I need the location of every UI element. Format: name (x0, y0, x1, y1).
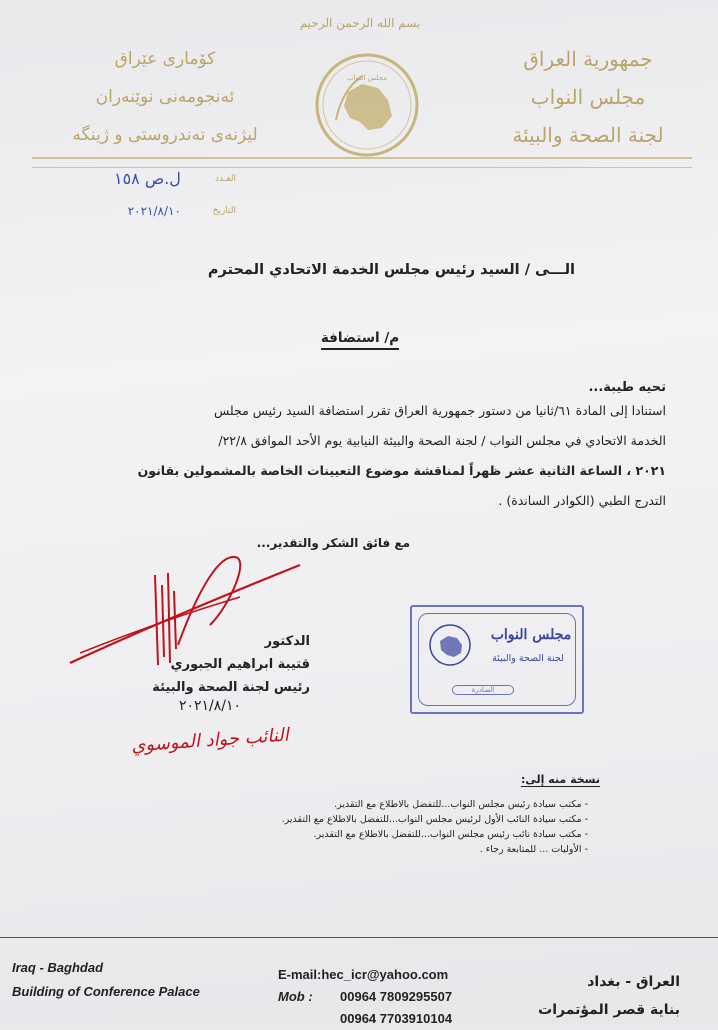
header-kurdish-committee: لیژنەی تەندروستی و ژینگە (72, 125, 258, 145)
stamp-committee: لجنة الصحة والبيئة (492, 653, 564, 664)
signatory-name: قتيبة ابراهيم الجبوري (170, 657, 310, 672)
header-kurdish-country: كۆماری عێراق (114, 49, 216, 69)
footer-city-ar: العراق - بغداد (587, 974, 680, 990)
parliament-emblem-icon (312, 50, 422, 160)
signature-block (100, 630, 310, 699)
footer-contact (278, 964, 452, 1030)
list-item: - مكتب سيادة نائب رئيس مجلس النواب...للتفضل بالاطلاع مع التقدير. (168, 827, 588, 842)
subject-text: م/ استضافة (321, 330, 399, 350)
emblem-caption: مجلس النواب (346, 74, 388, 82)
subject (300, 330, 420, 346)
copies-heading-text: نسخة منه إلى: (521, 773, 600, 786)
footer-building-en: Building of Conference Palace (12, 984, 200, 999)
mobile-label: Mob : (278, 989, 313, 1004)
header-parliament: مجلس النواب (530, 85, 646, 109)
header-arabic (498, 40, 678, 154)
stamp-emblem-icon (428, 623, 472, 667)
body-line: التدرج الطبي (الكوادر الساندة) . (498, 493, 666, 508)
footer-city-en: Iraq - Baghdad (12, 960, 104, 975)
basmala: بسم الله الرحمن الرحيم (299, 16, 421, 30)
letter-body (46, 396, 666, 516)
copies-list (168, 797, 588, 857)
official-stamp (410, 605, 584, 714)
mobile-number-1: 00964 7809295507 (340, 989, 453, 1004)
reference-number-row (36, 168, 236, 188)
header-country: جمهورية العراق (523, 47, 653, 71)
header-kurdish-parliament: ئەنجومەنی نوێنەران (95, 87, 235, 107)
stamp-title: مجلس النواب (490, 627, 572, 643)
signature-date: ٢٠٢١/٨/١٠ (178, 698, 242, 714)
body-line: استنادا إلى المادة ٦١/ثانيا من دستور جمهورية العراق تقرر استضافة السيد رئيس مجلس (213, 403, 666, 418)
reference-number-label: العـدد (215, 173, 236, 184)
email-label: E-mail: (278, 967, 322, 982)
header-divider (32, 157, 692, 168)
greeting: تحيه طيبة... (588, 380, 666, 395)
closing: مع فائق الشكر والتقدير... (256, 536, 410, 550)
header-kurdish (60, 40, 270, 154)
mobile-number-2: 00964 7703910104 (340, 1011, 453, 1026)
footer-address-ar (500, 968, 680, 1024)
footer-divider (0, 937, 718, 938)
signatory-position: رئيس لجنة الصحة والبيئة (152, 680, 310, 695)
list-item: - مكتب سيادة رئيس مجلس النواب...للتفضل بالاطلاع مع التقدير. (168, 797, 588, 812)
reference-number-value: ل.ص ١٥٨ (113, 169, 181, 188)
body-line: الخدمة الاتحادي في مجلس النواب / لجنة الصحة والبيئة النيابية يوم الأحد الموافق ٢٢/٨/ (218, 433, 666, 448)
stamp-outgoing: الصادرة (452, 685, 514, 695)
recipient: الـــى / السيد رئيس مجلس الخدمة الاتحادي المحترم (207, 262, 575, 278)
header-committee: لجنة الصحة والبيئة (512, 123, 664, 147)
list-item: - مكتب سيادة النائب الأول لرئيس مجلس النواب...للتفضل بالاطلاع مع التقدير. (168, 812, 588, 827)
reference-date-value: ٢٠٢١/٨/١٠ (127, 203, 181, 218)
list-item: - الأوليات ... للمتابعة رجاء . (168, 842, 588, 857)
signatory-title: الدكتور (264, 634, 310, 649)
footer-building-ar: بناية قصر المؤتمرات (538, 1002, 680, 1018)
footer-address-en (12, 956, 200, 1004)
email-value[interactable]: hec_icr@yahoo.com (321, 967, 449, 982)
reference-date-label: التاريخ (212, 205, 236, 216)
handwritten-note: النائب جواد الموسوي (130, 724, 290, 757)
reference-date-row (36, 200, 236, 219)
body-line: ٢٠٢١ ، الساعة الثانية عشر ظهراً لمناقشة موضوع التعيينات الخاصة بالمشمولين بقانون (137, 463, 666, 478)
copies-heading (480, 773, 600, 786)
